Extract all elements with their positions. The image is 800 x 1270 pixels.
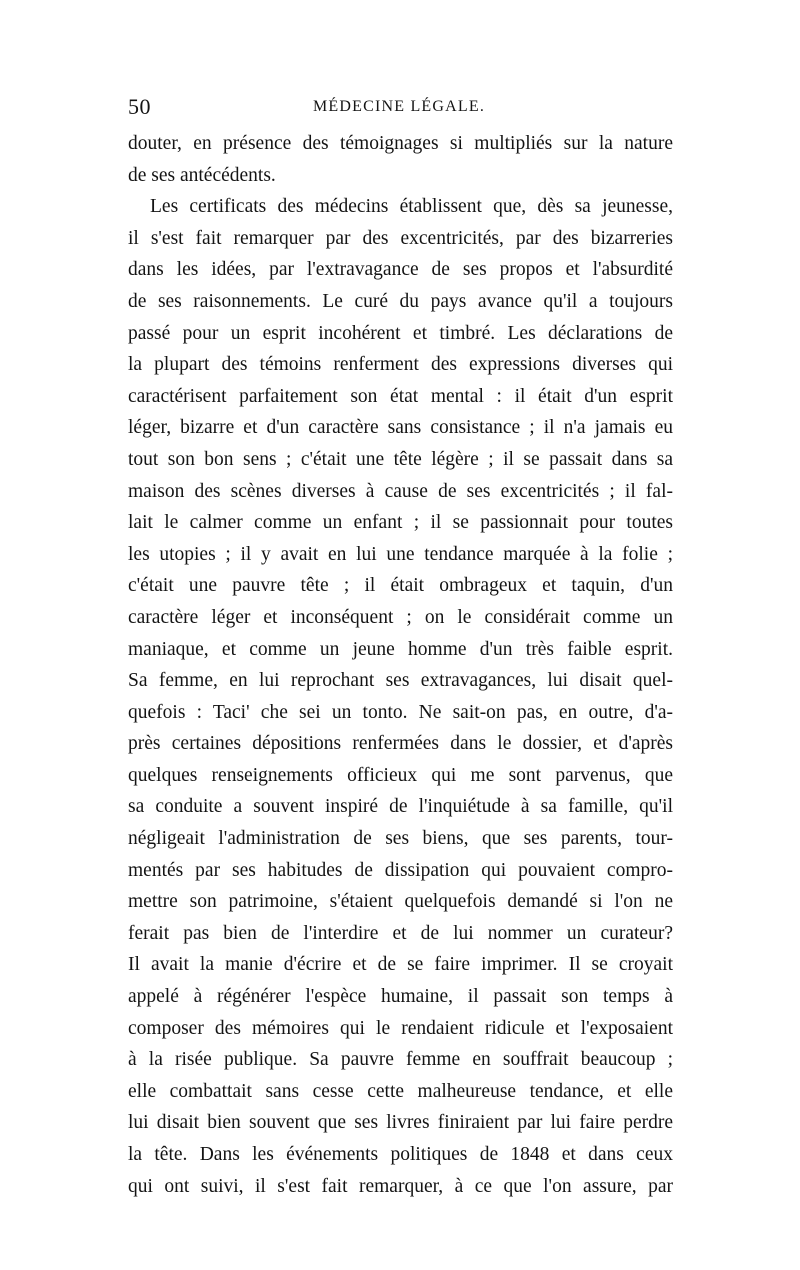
body-text — [128, 128, 673, 1202]
text-line: quelques renseignements officieux qui me sont parvenus, que — [128, 764, 673, 786]
text-line: la tête. Dans les événements politiques de 1848 et dans ceux — [128, 1144, 673, 1165]
text-line: il s'est fait remarquer par des excentricités, par des bizarreries — [128, 227, 673, 249]
text-line: maniaque, et comme un jeune homme d'un très faible esprit. — [128, 638, 673, 660]
text-line: c'était une pauvre tête ; il était ombrageux et taquin, d'un — [128, 575, 673, 597]
text-line: dans les idées, par l'extravagance de ses propos et l'absurdité — [128, 259, 673, 281]
text-line: de ses antécédents. — [128, 164, 276, 186]
text-line: léger, bizarre et d'un caractère sans consistance ; il n'a jamais eu — [128, 417, 673, 439]
text-line: composer des mémoires qui le rendaient ridicule et l'exposaient — [128, 1017, 673, 1039]
text-line: négligeait l'administration de ses biens, que ses parents, tour- — [128, 828, 673, 850]
text-line: caractère léger et inconséquent ; on le considérait comme un — [128, 606, 673, 628]
text-line: caractérisent parfaitement son état mental : il était d'un esprit — [128, 385, 673, 407]
text-line: lait le calmer comme un enfant ; il se passionnait pour toutes — [128, 512, 673, 534]
text-line: la plupart des témoins renferment des expressions diverses qui — [128, 354, 673, 376]
text-line: elle combattait sans cesse cette malheureuse tendance, et elle — [128, 1080, 673, 1102]
text-line: à la risée publique. Sa pauvre femme en souffrait beaucoup ; — [128, 1049, 673, 1071]
text-line: Il avait la manie d'écrire et de se faire imprimer. Il se croyait — [128, 954, 673, 976]
text-line: quefois : Taci' che sei un tonto. Ne sait-on pas, en outre, d'a- — [128, 701, 673, 723]
text-line: maison des scènes diverses à cause de ses excentricités ; il fal- — [128, 480, 673, 502]
text-line: mettre son patrimoine, s'étaient quelquefois demandé si l'on ne — [128, 891, 673, 913]
text-line: appelé à régénérer l'espèce humaine, il passait son temps à — [128, 986, 673, 1008]
text-line: mentés par ses habitudes de dissipation qui pouvaient compro- — [128, 859, 673, 881]
page-header — [128, 94, 673, 124]
text-line: ferait pas bien de l'interdire et de lui nommer un curateur? — [128, 922, 673, 944]
text-line: passé pour un esprit incohérent et timbré. Les déclarations de — [128, 322, 673, 344]
running-title: MÉDECINE LÉGALE. — [313, 98, 486, 115]
text-line: qui ont suivi, il s'est fait remarquer, à ce que l'on assure, par — [128, 1175, 673, 1197]
paragraph-start-line: Les certificats des médecins établissent que, dès sa jeunesse, — [150, 196, 673, 218]
text-line: de ses raisonnements. Le curé du pays avance qu'il a toujours — [128, 290, 673, 312]
page-number: 50 — [128, 94, 151, 119]
text-line: près certaines dépositions renfermées dans le dossier, et d'après — [128, 733, 673, 755]
text-line: Sa femme, en lui reprochant ses extravagances, lui disait quel- — [128, 670, 673, 692]
text-line: douter, en présence des témoignages si multipliés sur la nature — [128, 133, 673, 154]
text-line: les utopies ; il y avait en lui une tendance marquée à la folie ; — [128, 543, 673, 565]
text-line: lui disait bien souvent que ses livres finiraient par lui faire perdre — [128, 1112, 673, 1134]
text-line: tout son bon sens ; c'était une tête légère ; il se passait dans sa — [128, 448, 673, 470]
text-line: sa conduite a souvent inspiré de l'inquiétude à sa famille, qu'il — [128, 796, 673, 818]
